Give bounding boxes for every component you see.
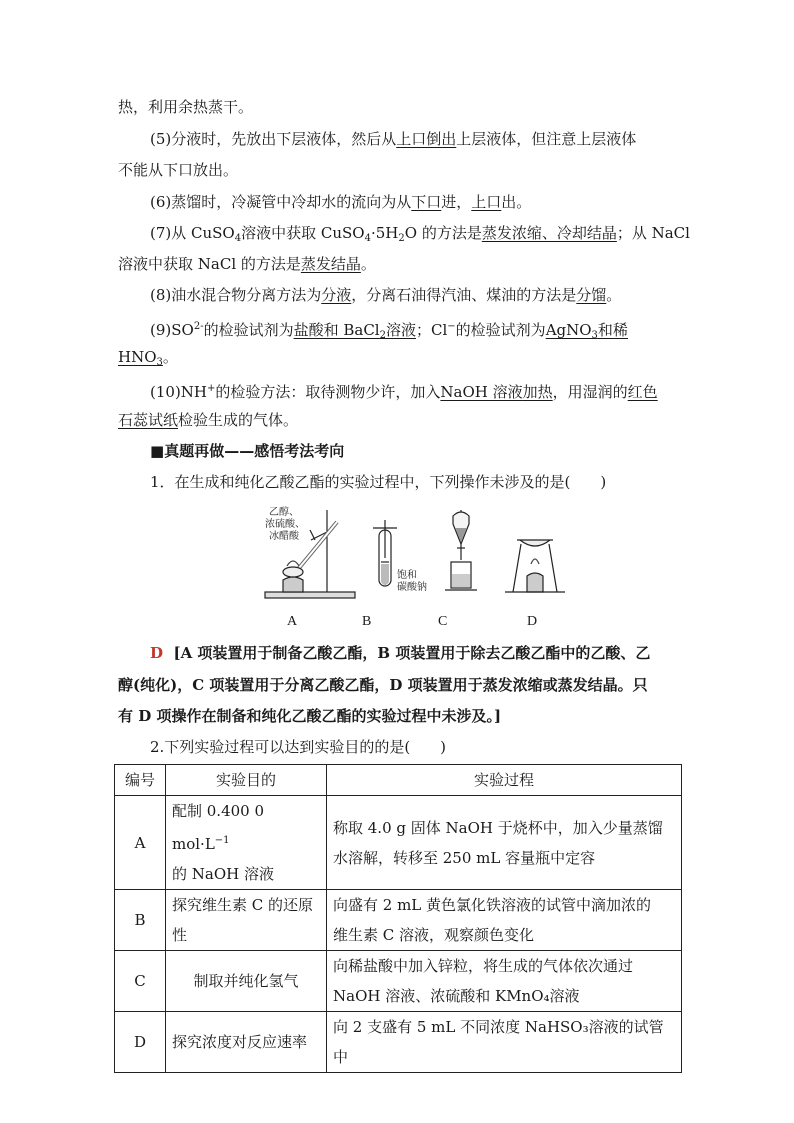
item-9-line: [150, 317, 628, 346]
row-process: [327, 1012, 682, 1073]
text: 的检验试剂为: [455, 321, 546, 339]
section-heading: [150, 441, 344, 461]
subscript: 2: [398, 233, 405, 244]
apparatus-d: [505, 540, 565, 592]
text: 性: [172, 926, 188, 944]
square-bullet-icon: ■: [150, 442, 165, 460]
explanation: 有 D 项操作在制备和纯化乙酸乙酯的实验过程中未涉及。]: [118, 707, 502, 725]
apparatus-c: [445, 510, 477, 590]
row-process: [327, 890, 682, 951]
text: 。: [606, 286, 622, 304]
question-2-stem: [150, 737, 446, 757]
answer-blank: 加热: [522, 383, 553, 401]
text: 上层液体，但注意上层液体: [456, 130, 637, 148]
text: 不能从下口放出。: [118, 161, 239, 179]
row-id: D: [115, 1012, 166, 1073]
text: 1．在生成和纯化乙酸乙酯的实验过程中，下列操作未涉及的是( ): [150, 473, 607, 491]
answer-1-line-3: [118, 706, 501, 726]
text-line-1: [118, 97, 253, 117]
text: ；Cl: [416, 321, 448, 339]
item-6-line: [150, 192, 531, 212]
text: 配制 0.400 0 mol·L: [172, 802, 265, 853]
superscript: 2-: [193, 321, 204, 332]
text: 进，: [441, 193, 472, 211]
answer-blank: [546, 321, 628, 339]
apparatus-drawing: [255, 500, 575, 610]
answer-blank: 石蕊试纸: [118, 411, 179, 429]
question-1-stem: [150, 472, 606, 492]
answer-blank: [294, 321, 416, 339]
text: 向 2 支盛有 5 mL 不同浓度 NaHSO₃溶液的试管中: [333, 1018, 664, 1066]
answer-blank: 上口: [471, 193, 502, 211]
subscript: 3: [591, 330, 598, 341]
text: 的检验方法：取待测物少许，加入: [215, 383, 441, 401]
text: ，分离石油得汽油、煤油的方法是: [351, 286, 577, 304]
row-id: A: [115, 796, 166, 890]
row-process: [327, 796, 682, 890]
answer-blank: NaOH 溶液: [440, 383, 523, 401]
figure-label-c: C: [438, 614, 448, 629]
answer-blank: 蒸发结晶: [300, 255, 361, 273]
figure-label-d: D: [527, 614, 538, 629]
label-a-3: 冰醋酸: [269, 531, 299, 542]
table-header-row: [115, 765, 682, 796]
row-purpose: [166, 951, 327, 1012]
text: (10)NH: [150, 383, 207, 401]
subscript: 4: [234, 233, 242, 244]
text: AgNO: [545, 321, 592, 339]
text: 溶液中获取 NaCl 的方法是: [118, 255, 301, 273]
text: 盐酸和 BaCl: [293, 321, 380, 339]
answer-blank: 下口: [411, 193, 442, 211]
answer-blank: 上口倒出: [396, 130, 457, 148]
answer-blank: 蒸发浓缩、冷却结晶: [481, 224, 617, 242]
row-purpose: [166, 1012, 327, 1073]
item-7-line-2: [118, 254, 376, 274]
apparatus-b: [373, 520, 397, 586]
table-row: [115, 796, 682, 890]
header-process: 实验过程: [327, 765, 682, 796]
subscript: 3: [156, 357, 163, 368]
answer-blank: 红色: [627, 383, 658, 401]
text: 溶液中获取 CuSO: [241, 224, 365, 242]
item-7-line: [150, 223, 690, 249]
text: 的检验试剂为: [203, 321, 294, 339]
table-row: [115, 951, 682, 1012]
answer-1-line-2: [118, 675, 648, 695]
row-purpose: [166, 890, 327, 951]
text: (6)蒸馏时，冷凝管中冷却水的流向为从: [150, 193, 412, 211]
text: (7)从 CuSO: [150, 224, 235, 242]
label-b-2: 碳酸钠: [397, 582, 427, 593]
text: NaOH 溶液、浓硫酸和 KMnO₄溶液: [333, 987, 580, 1005]
figure-label-a: A: [287, 614, 298, 629]
text: ·5H: [370, 224, 399, 242]
explanation: [A 项装置用于制备乙酸乙酯，B 项装置用于除去乙酸乙酯中的乙酸、乙: [173, 644, 651, 662]
text: 向盛有 2 mL 黄色氯化铁溶液的试管中滴加浓的: [333, 896, 652, 914]
answer-letter: D: [150, 644, 164, 662]
text: 制取并纯化氢气: [193, 972, 299, 990]
answer-blank: [118, 348, 163, 366]
text: 。: [360, 255, 376, 273]
answer-blank: 分馏: [576, 286, 607, 304]
subscript: 4: [364, 233, 371, 244]
text: 维生素 C 溶液，观察颜色变化: [333, 926, 535, 944]
section-title: 真题再做——感悟考法考向: [164, 442, 345, 460]
text: 2.下列实验过程可以达到实验目的的是( ): [150, 738, 447, 756]
text: ，用湿润的: [552, 383, 628, 401]
experiment-table: [114, 764, 682, 1073]
text: ；从 NaCl: [616, 224, 690, 242]
label-a-2: 浓硫酸、: [265, 519, 305, 530]
table-row: [115, 1012, 682, 1073]
text: (5)分液时，先放出下层液体，然后从: [150, 130, 397, 148]
table-row: [115, 890, 682, 951]
row-purpose: [166, 796, 327, 890]
subscript: 2: [379, 330, 386, 341]
figure-label-b: B: [362, 614, 372, 629]
row-id: C: [115, 951, 166, 1012]
text: 向稀盐酸中加入锌粒，将生成的气体依次通过: [333, 957, 634, 975]
text: 的 NaOH 溶液: [172, 865, 274, 883]
explanation: 醇(纯化)，C 项装置用于分离乙酸乙酯，D 项装置用于蒸发浓缩或蒸发结晶。只: [118, 676, 648, 694]
text: O 的方法是: [404, 224, 482, 242]
item-9-line-2: [118, 347, 178, 373]
item-10-line: [150, 379, 658, 402]
text: (8)油水混合物分离方法为: [150, 286, 322, 304]
text: 和稀: [597, 321, 628, 339]
superscript: +: [207, 383, 216, 394]
superscript: −1: [214, 835, 230, 846]
item-10-line-2: [118, 410, 298, 430]
text: 探究浓度对反应速率: [172, 1033, 308, 1051]
text: 出。: [501, 193, 532, 211]
item-5-line: [150, 129, 636, 149]
text: (9)SO: [150, 321, 194, 339]
text: 探究维生素 C 的还原: [172, 896, 314, 914]
item-8-line: [150, 285, 621, 305]
text: 检验生成的气体。: [178, 411, 299, 429]
header-purpose: 实验目的: [166, 765, 327, 796]
text: 溶液: [385, 321, 416, 339]
label-a-1: 乙醇、: [269, 507, 299, 518]
apparatus-figure: [255, 500, 575, 610]
row-id: B: [115, 890, 166, 951]
text: 称取 4.0 g 固体 NaOH 于烧杯中，加入少量蒸馏: [333, 818, 663, 837]
text: 水溶解，转移至 250 mL 容量瓶中定容: [333, 848, 596, 867]
label-b-1: 饱和: [397, 570, 417, 581]
text: 热，利用余热蒸干。: [118, 98, 254, 116]
text: HNO: [118, 348, 157, 366]
answer-blank: 分液: [321, 286, 352, 304]
answer-1-line-1: [150, 643, 650, 663]
header-id: 编号: [115, 765, 166, 796]
superscript: −: [447, 321, 456, 332]
text: 。: [162, 348, 178, 366]
row-process: [327, 951, 682, 1012]
item-5-line-2: [118, 160, 238, 180]
